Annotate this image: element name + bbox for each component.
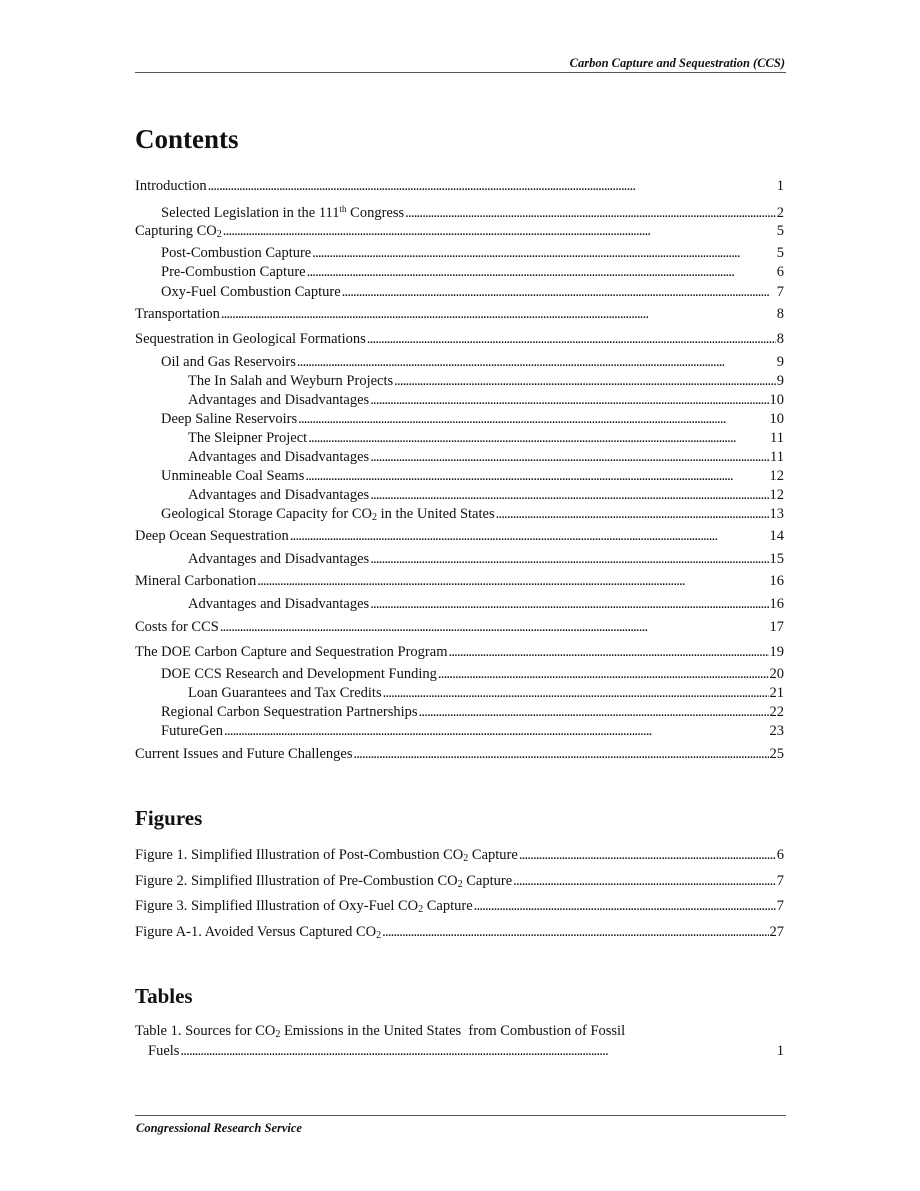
toc-entry-page: 17 — [769, 619, 784, 635]
toc-entry-deep-saline[interactable] — [161, 410, 784, 428]
leader-dots — [519, 846, 776, 864]
toc-entry-text: Oil and Gas Reservoirs — [161, 354, 296, 370]
toc-entry-text: Capturing $CO_2$ — [135, 223, 222, 240]
toc-entry-page: 11 — [770, 430, 784, 446]
toc-entry-page: 10 — [769, 392, 784, 408]
toc-entry-text: Loan Guarantees and Tax Credits — [188, 685, 382, 701]
leader-dots — [370, 448, 769, 466]
toc-entry-text: Advantages and Disadvantages — [188, 392, 370, 408]
toc-entry-text: Figure A-1. Avoided Versus Captured $CO_2$ — [135, 924, 382, 941]
toc-entry-page: 6 — [776, 847, 784, 863]
table-entry-1-first-line[interactable]: Table 1. Sources for $CO_2$ Emissions in the United States from Combustion of Fossil — [135, 1023, 626, 1040]
toc-entry-page: 2 — [776, 205, 784, 221]
toc-entry-text: Selected Legislation in the 111th Congress — [161, 204, 405, 221]
leader-dots — [513, 872, 776, 890]
toc-entry-page: 8 — [776, 306, 784, 322]
toc-entry-text: Introduction — [135, 178, 207, 194]
toc-entry-page: 16 — [769, 573, 784, 589]
toc-entry-advantages-4[interactable] — [188, 550, 784, 568]
toc-entry-text: Advantages and Disadvantages — [188, 449, 370, 465]
figures-heading: Figures — [135, 806, 203, 830]
toc-entry-post-combustion[interactable] — [161, 244, 784, 262]
toc-entry-page: 16 — [769, 596, 784, 612]
toc-entry-costs[interactable] — [135, 618, 784, 636]
header-rule — [135, 72, 786, 73]
toc-entry-deep-ocean[interactable] — [135, 527, 784, 545]
toc-entry-page: 1 — [776, 1043, 784, 1059]
leader-dots — [221, 305, 776, 323]
leader-dots — [307, 263, 776, 281]
leader-dots — [370, 595, 768, 613]
leader-dots — [224, 722, 768, 740]
leader-dots — [474, 897, 776, 915]
toc-entry-text: The DOE Carbon Capture and Sequestration Program — [135, 644, 448, 660]
toc-entry-doe-program[interactable] — [135, 643, 784, 661]
toc-entry-text: Post-Combustion Capture — [161, 245, 312, 261]
toc-entry-capturing-co2[interactable] — [135, 222, 784, 244]
toc-entry-text: Oxy-Fuel Combustion Capture — [161, 284, 341, 300]
toc-entry-futuregen[interactable] — [161, 722, 784, 740]
toc-entry-text: Pre-Combustion Capture — [161, 264, 306, 280]
leader-dots — [290, 527, 769, 545]
toc-entry-page: 8 — [776, 331, 784, 347]
toc-entry-advantages-5[interactable] — [188, 595, 784, 613]
toc-entry-current-issues[interactable] — [135, 745, 784, 763]
leader-dots — [208, 177, 776, 195]
figure-entry-1[interactable] — [135, 846, 784, 868]
table-entry-1[interactable] — [148, 1042, 784, 1060]
toc-entry-page: 9 — [776, 354, 784, 370]
toc-entry-selected-legislation[interactable] — [161, 200, 784, 222]
toc-entry-text: Transportation — [135, 306, 220, 322]
toc-entry-unmineable-coal[interactable] — [161, 467, 784, 485]
toc-entry-sequestration-geological[interactable] — [135, 330, 784, 348]
leader-dots — [342, 283, 776, 301]
leader-dots — [419, 703, 769, 721]
leader-dots — [220, 618, 769, 636]
toc-entry-transportation[interactable] — [135, 305, 784, 323]
toc-entry-sleipner[interactable] — [188, 429, 784, 447]
toc-entry-page: 9 — [776, 373, 784, 389]
toc-entry-advantages-1[interactable] — [188, 391, 784, 409]
leader-dots — [180, 1042, 775, 1060]
toc-entry-text: Regional Carbon Sequestration Partnerships — [161, 704, 418, 720]
running-header: Carbon Capture and Sequestration (CCS) — [569, 56, 785, 70]
toc-entry-pre-combustion[interactable] — [161, 263, 784, 281]
leader-dots — [383, 684, 769, 702]
toc-entry-text: Sequestration in Geological Formations — [135, 331, 366, 347]
leader-dots — [438, 665, 769, 683]
toc-entry-page: 19 — [769, 644, 784, 660]
toc-entry-page: 1 — [776, 178, 784, 194]
toc-entry-regional[interactable] — [161, 703, 784, 721]
toc-entry-text: Advantages and Disadvantages — [188, 487, 370, 503]
toc-entry-text: Unmineable Coal Seams — [161, 468, 305, 484]
leader-dots — [394, 372, 776, 390]
figure-entry-2[interactable] — [135, 872, 784, 894]
toc-entry-page: 25 — [769, 746, 784, 762]
toc-entry-text: The In Salah and Weyburn Projects — [188, 373, 394, 389]
figure-entry-3[interactable] — [135, 897, 784, 919]
toc-entry-text: FutureGen — [161, 723, 224, 739]
toc-entry-page: 5 — [776, 223, 784, 239]
leader-dots — [370, 486, 768, 504]
tables-heading: Tables — [135, 984, 193, 1008]
toc-entry-advantages-3[interactable] — [188, 486, 784, 504]
toc-entry-page: 12 — [769, 487, 784, 503]
leader-dots — [405, 204, 776, 222]
leader-dots — [496, 505, 769, 523]
toc-entry-page: 7 — [776, 898, 784, 914]
leader-dots — [448, 643, 768, 661]
toc-entry-page: 20 — [769, 666, 784, 682]
toc-entry-mineral-carbonation[interactable] — [135, 572, 784, 590]
toc-entry-loan-guarantees[interactable] — [188, 684, 784, 702]
leader-dots — [257, 572, 768, 590]
toc-entry-page: 13 — [769, 506, 784, 522]
toc-entry-page: 21 — [769, 685, 784, 701]
leader-dots — [308, 429, 769, 447]
leader-dots — [297, 353, 776, 371]
toc-entry-page: 23 — [769, 723, 784, 739]
footer-rule — [135, 1115, 786, 1116]
toc-entry-page: 12 — [769, 468, 784, 484]
leader-dots — [370, 391, 768, 409]
leader-dots — [298, 410, 768, 428]
toc-entry-doe-funding[interactable] — [161, 665, 784, 683]
toc-entry-page: 14 — [769, 528, 784, 544]
figure-entry-a1[interactable] — [135, 923, 784, 945]
leader-dots — [370, 550, 768, 568]
toc-entry-page: 7 — [776, 284, 784, 300]
leader-dots — [305, 467, 768, 485]
toc-entry-text: Geological Storage Capacity for $CO_2$ in the United States — [161, 506, 495, 523]
leader-dots — [223, 222, 776, 240]
toc-entry-text: Deep Ocean Sequestration — [135, 528, 289, 544]
running-footer: Congressional Research Service — [136, 1121, 302, 1135]
toc-entry-text: Current Issues and Future Challenges — [135, 746, 353, 762]
toc-entry-text: Advantages and Disadvantages — [188, 551, 370, 567]
toc-entry-introduction[interactable] — [135, 177, 784, 195]
toc-entry-in-salah[interactable] — [188, 372, 784, 390]
toc-entry-advantages-2[interactable] — [188, 448, 784, 466]
toc-entry-page: 11 — [770, 449, 784, 465]
toc-entry-page: 27 — [769, 924, 784, 940]
toc-entry-text: DOE CCS Research and Development Funding — [161, 666, 437, 682]
toc-entry-text: Figure 1. Simplified Illustration of Post-Combustion $CO_2$ Capture — [135, 847, 518, 864]
toc-entry-page: 7 — [776, 873, 784, 889]
toc-entry-storage-capacity[interactable] — [161, 505, 784, 527]
toc-entry-page: 5 — [776, 245, 784, 261]
leader-dots — [367, 330, 776, 348]
toc-entry-page: 22 — [769, 704, 784, 720]
toc-entry-text: Costs for CCS — [135, 619, 219, 635]
toc-entry-text: Deep Saline Reservoirs — [161, 411, 298, 427]
leader-dots — [382, 923, 768, 941]
toc-entry-oil-gas[interactable] — [161, 353, 784, 371]
leader-dots — [312, 244, 776, 262]
toc-entry-page: 15 — [769, 551, 784, 567]
toc-entry-text: Advantages and Disadvantages — [188, 596, 370, 612]
toc-entry-text: Figure 2. Simplified Illustration of Pre-Combustion $CO_2$ Capture — [135, 873, 513, 890]
contents-heading: Contents — [135, 124, 239, 154]
toc-entry-page: 10 — [769, 411, 784, 427]
toc-entry-text: The Sleipner Project — [188, 430, 308, 446]
toc-entry-text: Fuels — [148, 1043, 180, 1059]
toc-entry-page: 6 — [776, 264, 784, 280]
toc-entry-oxy-fuel[interactable] — [161, 283, 784, 301]
toc-entry-text: Mineral Carbonation — [135, 573, 257, 589]
leader-dots — [353, 745, 768, 763]
toc-entry-text: Figure 3. Simplified Illustration of Oxy-Fuel $CO_2$ Capture — [135, 898, 473, 915]
